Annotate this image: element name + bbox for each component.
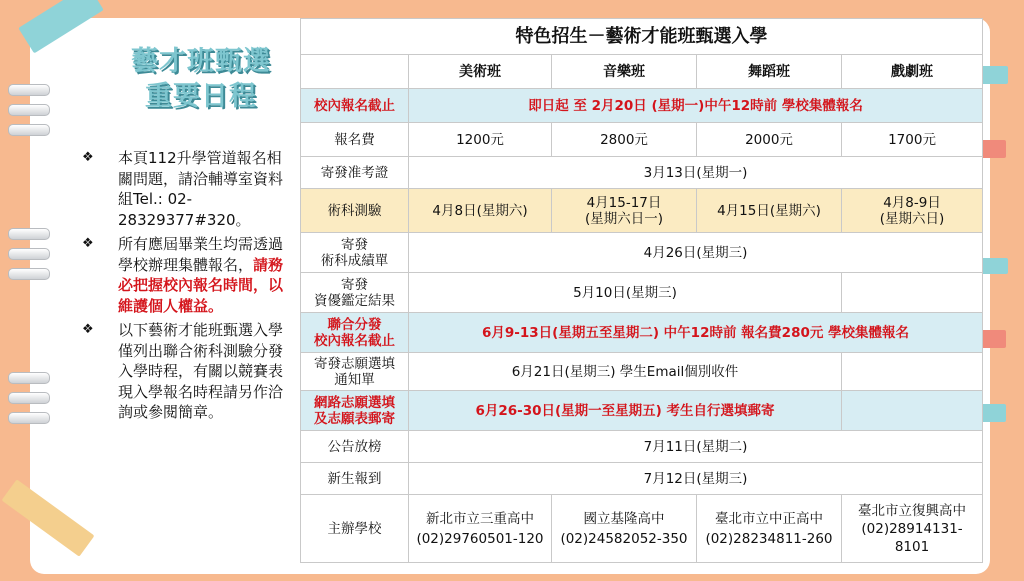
- row-label: 術科測驗: [301, 189, 409, 233]
- side-title: [108, 44, 294, 114]
- row-label: 公告放榜: [301, 431, 409, 463]
- note-item: [80, 234, 295, 316]
- table-row: [301, 273, 983, 313]
- row-label: 寄發 資優鑑定結果: [301, 273, 409, 313]
- row-value: 7月11日(星期二): [409, 431, 983, 463]
- row-label: 寄發志願選填 通知單: [301, 353, 409, 391]
- row-label: 校內報名截止: [301, 89, 409, 123]
- row-value: 1200元: [409, 123, 552, 157]
- row-empty-cell: [842, 273, 983, 313]
- table-row: [301, 189, 983, 233]
- column-header-dance: 舞蹈班: [697, 55, 842, 89]
- row-value: 6月26-30日(星期一至星期五) 考生自行選填郵寄: [409, 391, 842, 431]
- side-title-line2: 重要日程: [145, 81, 257, 112]
- note-emphasis: 請務必把握校內報名時間，以維護個人權益。: [118, 255, 284, 315]
- row-value: 4月8日(星期六): [409, 189, 552, 233]
- notes-list: [80, 148, 295, 427]
- table-row: [301, 313, 983, 353]
- binder-ring: [8, 372, 50, 384]
- row-label: 主辦學校: [301, 495, 409, 563]
- row-label: 新生報到: [301, 463, 409, 495]
- row-label: 網路志願選填 及志願表郵寄: [301, 391, 409, 431]
- table-row: [301, 431, 983, 463]
- table-row: [301, 157, 983, 189]
- table-row: [301, 391, 983, 431]
- note-text: 所有應屆畢業生均需透過學校辦理集體報名，請務必把握校內報名時間，以維護個人權益。: [118, 235, 284, 315]
- row-value: 2800元: [552, 123, 697, 157]
- row-value: 6月21日(星期三) 學生Email個別收件: [409, 353, 842, 391]
- note-text: 本頁112升學管道報名相關問題，請洽輔導室資料組Tel.: 02-28329377#320。: [118, 149, 284, 229]
- binder-ring: [8, 392, 50, 404]
- binder-ring: [8, 412, 50, 424]
- row-value: 4月8-9日 (星期六日): [842, 189, 983, 233]
- column-header-drama: 戲劇班: [842, 55, 983, 89]
- note-item: [80, 148, 295, 230]
- row-value: 即日起 至 2月20日 (星期一)中午12時前 學校集體報名: [409, 89, 983, 123]
- row-value: 7月12日(星期三): [409, 463, 983, 495]
- row-label: 報名費: [301, 123, 409, 157]
- table-title-row: [301, 19, 983, 55]
- row-value: 5月10日(星期三): [409, 273, 842, 313]
- row-value: 2000元: [697, 123, 842, 157]
- table-row: [301, 89, 983, 123]
- binder-ring: [8, 84, 50, 96]
- diamond-bullet-icon: ❖: [82, 236, 94, 251]
- row-value: 4月15-17日 (星期六日一): [552, 189, 697, 233]
- side-title-line1: 藝才班甄選: [131, 46, 271, 77]
- table-row: [301, 353, 983, 391]
- diamond-bullet-icon: ❖: [82, 150, 94, 165]
- note-item: [80, 320, 295, 423]
- header-row: [301, 55, 983, 89]
- row-label: 寄發准考證: [301, 157, 409, 189]
- host-school-art: 新北市立三重高中 (02)29760501-120: [409, 495, 552, 563]
- host-school-dance: 臺北市立中正高中 (02)28234811-260: [697, 495, 842, 563]
- binder-ring: [8, 248, 50, 260]
- table-title: 特色招生－藝術才能班甄選入學: [301, 19, 983, 55]
- row-empty-cell: [842, 353, 983, 391]
- row-value: 3月13日(星期一): [409, 157, 983, 189]
- binder-ring: [8, 104, 50, 116]
- column-header-music: 音樂班: [552, 55, 697, 89]
- row-label: 寄發 術科成績單: [301, 233, 409, 273]
- binder-ring: [8, 124, 50, 136]
- host-school-drama: 臺北市立復興高中 (02)28914131- 8101: [842, 495, 983, 563]
- table-row: [301, 495, 983, 563]
- header-corner: [301, 55, 409, 89]
- row-value: 4月15日(星期六): [697, 189, 842, 233]
- row-value: 1700元: [842, 123, 983, 157]
- row-empty-cell: [842, 391, 983, 431]
- table-row: [301, 123, 983, 157]
- column-header-art: 美術班: [409, 55, 552, 89]
- note-text: 以下藝術才能班甄選入學僅列出聯合術科測驗分發入學時程，有關以競賽表現入學報名時程請另作洽詢或參閱簡章。: [118, 321, 284, 421]
- row-value: 6月9-13日(星期五至星期二) 中午12時前 報名費280元 學校集體報名: [409, 313, 983, 353]
- row-value: 4月26日(星期三): [409, 233, 983, 273]
- binder-ring: [8, 268, 50, 280]
- table-row: [301, 233, 983, 273]
- row-label: 聯合分發 校內報名截止: [301, 313, 409, 353]
- schedule-table: [300, 18, 983, 563]
- diamond-bullet-icon: ❖: [82, 322, 94, 337]
- host-school-music: 國立基隆高中 (02)24582052-350: [552, 495, 697, 563]
- binder-ring: [8, 228, 50, 240]
- table-row: [301, 463, 983, 495]
